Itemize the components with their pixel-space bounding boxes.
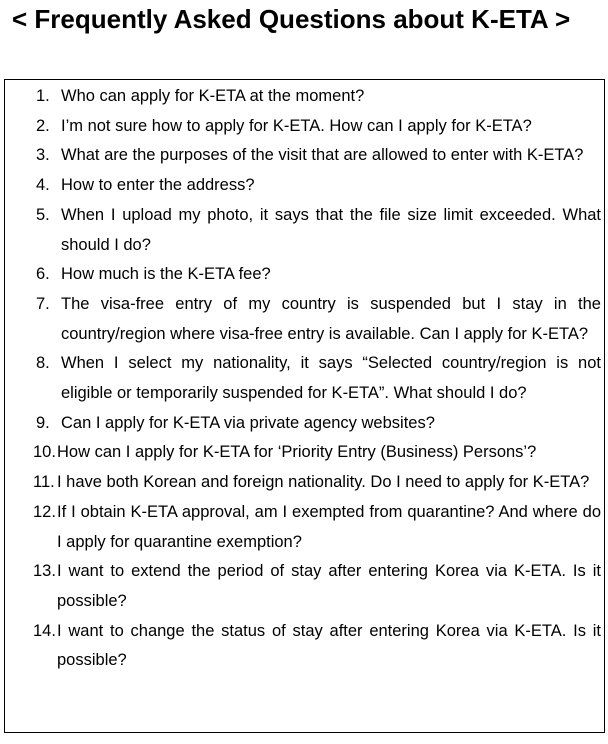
faq-item[interactable] — [36, 141, 601, 171]
faq-item[interactable] — [33, 557, 601, 616]
faq-question: I want to extend the period of stay after entering Korea via K-ETA. Is it possible? — [57, 562, 601, 610]
faq-number: 5. — [36, 205, 50, 224]
faq-item[interactable] — [33, 438, 601, 468]
faq-item[interactable] — [36, 201, 601, 260]
faq-number: 11. — [33, 473, 55, 492]
faq-list — [33, 82, 601, 676]
faq-question: When I select my nationality, it says “Selected country/region is not eligible or temporarily suspended for K-ETA”. What should I do? — [61, 354, 601, 403]
faq-number: 9. — [36, 413, 50, 432]
faq-question: How much is the K-ETA fee? — [61, 265, 271, 284]
faq-item[interactable] — [36, 290, 601, 349]
faq-question: Who can apply for K-ETA at the moment? — [61, 87, 365, 105]
faq-item[interactable] — [33, 617, 601, 676]
faq-number: 6. — [36, 265, 50, 284]
faq-question: Can I apply for K-ETA via private agency websites? — [61, 413, 435, 432]
faq-item[interactable] — [33, 468, 601, 498]
faq-question: How to enter the address? — [61, 176, 255, 195]
faq-question: When I upload my photo, it says that the file size limit exceeded. What should I do? — [61, 205, 601, 254]
faq-number: 14. — [33, 621, 56, 640]
faq-number: 7. — [36, 294, 50, 313]
faq-item[interactable] — [36, 171, 601, 201]
faq-number: 10. — [33, 443, 56, 462]
faq-number: 13. — [33, 562, 56, 581]
faq-item[interactable] — [36, 112, 601, 142]
faq-question: What are the purposes of the visit that are allowed to enter with K-ETA? — [61, 146, 584, 165]
faq-item[interactable] — [36, 82, 601, 112]
faq-question: If I obtain K-ETA approval, am I exempted from quarantine? And where do I apply for quarantine exemption? — [57, 502, 601, 551]
faq-number: 12. — [33, 502, 56, 521]
faq-question: How can I apply for K-ETA for ‘Priority Entry (Business) Persons’? — [57, 443, 537, 462]
faq-number: 4. — [36, 176, 50, 195]
faq-question: I’m not sure how to apply for K-ETA. How can I apply for K-ETA? — [61, 116, 532, 135]
faq-item[interactable] — [33, 498, 601, 557]
faq-number: 3. — [36, 146, 50, 165]
faq-box — [4, 79, 605, 733]
faq-item[interactable] — [36, 260, 601, 290]
faq-number: 8. — [36, 354, 50, 373]
faq-question: I want to change the status of stay after entering Korea via K-ETA. Is it possible? — [57, 621, 601, 670]
faq-item[interactable] — [36, 409, 601, 439]
faq-number: 2. — [36, 116, 50, 135]
faq-item[interactable] — [36, 349, 601, 408]
faq-question: I have both Korean and foreign nationality. Do I need to apply for K-ETA? — [57, 473, 590, 492]
page-title: < Frequently Asked Questions about K-ETA > — [12, 4, 571, 34]
faq-question: The visa-free entry of my country is suspended but I stay in the country/region where visa-free entry is available. Can I apply for K-ETA? — [61, 294, 601, 343]
faq-number: 1. — [36, 87, 50, 105]
